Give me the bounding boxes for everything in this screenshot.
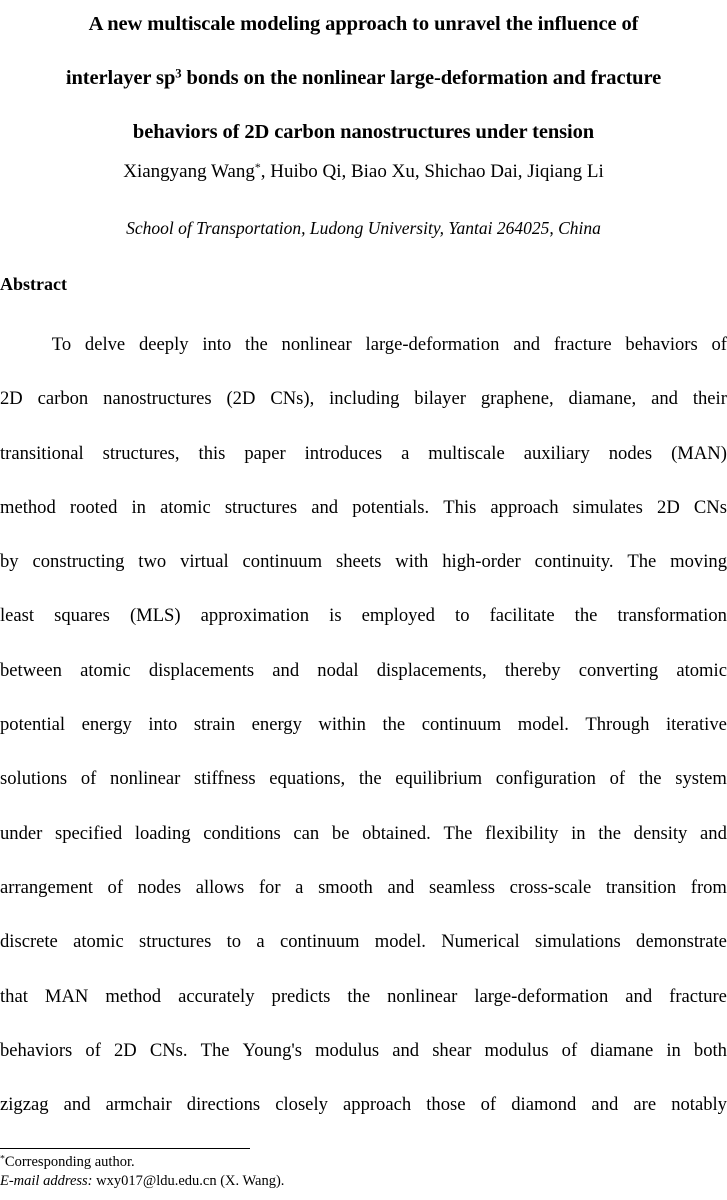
abstract-word: two <box>138 551 167 573</box>
abstract-word: transition <box>605 876 677 898</box>
abstract-word: the <box>574 605 598 627</box>
abstract-word: graphene, <box>480 388 554 410</box>
abstract-word: notably <box>671 1094 727 1116</box>
abstract-word: To <box>51 334 72 355</box>
abstract-word: The <box>200 1039 230 1061</box>
abstract-line <box>0 861 727 915</box>
abstract-word: with <box>395 551 429 573</box>
abstract-word: high-order <box>442 551 521 573</box>
abstract-word: nonlinear <box>110 768 181 790</box>
abstract-word: of <box>85 1039 101 1061</box>
abstract-word: a <box>256 931 265 953</box>
footnote-email <box>0 1172 430 1191</box>
abstract-line <box>0 970 727 1024</box>
abstract-word: continuity. <box>534 551 614 573</box>
abstract-word: atomic <box>676 659 727 681</box>
page-title <box>0 0 727 159</box>
paragraph-indent <box>0 318 38 372</box>
author-rest: , Huibo Qi, Biao Xu, Shichao Dai, Jiqiang Li <box>260 161 604 182</box>
abstract-word: within <box>318 714 366 736</box>
abstract-word: squares <box>54 605 110 627</box>
abstract-word: continuum <box>421 714 502 736</box>
abstract-word: closely <box>275 1094 328 1116</box>
abstract-word: discrete <box>0 931 58 953</box>
footnote-email-value: wxy017@ldu.edu.cn (X. Wang). <box>92 1173 285 1189</box>
abstract-word: CNs <box>693 496 727 518</box>
abstract-word: approximation <box>200 605 310 627</box>
abstract-word: and <box>387 876 415 898</box>
abstract-word: energy <box>81 714 132 736</box>
abstract-word: be <box>331 822 350 844</box>
abstract-line <box>0 481 727 535</box>
abstract-word: zigzag <box>0 1094 49 1116</box>
abstract-word: the <box>245 334 268 355</box>
abstract-word: cross-scale <box>509 876 592 898</box>
abstract-word: both <box>693 1039 727 1061</box>
abstract-word: method <box>105 985 162 1007</box>
abstract-word: equilibrium <box>395 768 483 790</box>
abstract-line <box>0 589 727 643</box>
abstract-word: displacements <box>148 659 255 681</box>
abstract-word: model. <box>374 931 426 953</box>
abstract-word: The <box>627 551 657 573</box>
abstract-word: virtual <box>180 551 229 573</box>
abstract-word: method <box>0 496 56 518</box>
abstract-word: 2D <box>0 388 23 410</box>
abstract-word: carbon <box>37 388 89 410</box>
abstract-word: the <box>347 985 371 1007</box>
abstract-word: facilitate <box>489 605 555 627</box>
abstract-word: (2D <box>226 388 256 410</box>
abstract-word: can <box>293 822 320 844</box>
abstract-word: Through <box>585 714 650 736</box>
abstract-word: potentials. <box>352 496 430 518</box>
abstract-word: large-deformation <box>365 334 500 355</box>
abstract-word: the <box>598 822 621 844</box>
abstract-word: Young's <box>242 1039 302 1061</box>
abstract-line <box>0 318 727 372</box>
abstract-word: and <box>311 496 339 518</box>
abstract-word: structures <box>224 496 298 518</box>
title-line-2-text-a: interlayer sp <box>65 67 176 89</box>
abstract-word: and <box>625 985 653 1007</box>
sp3-superscript: 3 <box>175 66 182 81</box>
abstract-word: large-deformation <box>474 985 609 1007</box>
abstract-word: structures <box>139 931 212 953</box>
abstract-line <box>0 535 727 589</box>
abstract-word: demonstrate <box>636 931 727 953</box>
abstract-word: auxiliary <box>523 442 590 464</box>
abstract-word: transitional <box>0 442 84 464</box>
abstract-word: behaviors <box>0 1039 73 1061</box>
abstract-word: transformation <box>617 605 727 627</box>
abstract-word: to <box>226 931 242 953</box>
abstract-word: continuum <box>279 931 360 953</box>
abstract-word: and <box>651 388 678 410</box>
title-line-2 <box>0 51 727 105</box>
abstract-word: allows <box>195 876 245 898</box>
abstract-word: nodal <box>317 659 359 681</box>
abstract-word: is <box>329 605 342 627</box>
abstract-word: loading <box>134 822 191 844</box>
abstract-word: solutions <box>0 768 68 790</box>
abstract-word: of <box>711 334 727 355</box>
abstract-word: This <box>443 496 477 518</box>
abstract-word: simulations <box>535 931 621 953</box>
abstract-word: predicts <box>271 985 331 1007</box>
abstract-word: under <box>0 822 43 844</box>
abstract-word: structures, <box>102 442 180 464</box>
abstract-word: diamane, <box>568 388 637 410</box>
abstract-word: multiscale <box>428 442 505 464</box>
abstract-word: potential <box>0 714 66 736</box>
abstract-word: a <box>295 876 304 898</box>
abstract-word: density <box>633 822 688 844</box>
abstract-word: CNs. <box>149 1039 188 1061</box>
author-first: Xiangyang Wang <box>123 161 255 182</box>
abstract-word: nanostructures <box>103 388 212 410</box>
abstract-word: their <box>692 388 727 410</box>
abstract-word: approach <box>490 496 559 518</box>
abstract-word: CNs), <box>270 388 315 410</box>
abstract-word: for <box>258 876 281 898</box>
abstract-word: a <box>401 442 410 464</box>
footnote-asterisk-marker: * <box>0 1153 5 1165</box>
abstract-word: sheets <box>335 551 382 573</box>
abstract-word: (MLS) <box>129 605 181 627</box>
abstract-word: the <box>382 714 406 736</box>
abstract-word: 2D <box>657 496 680 518</box>
abstract-word: nodes <box>137 876 182 898</box>
corresponding-author-marker: * <box>254 161 261 175</box>
abstract-word: stiffness <box>193 768 256 790</box>
abstract-line <box>0 427 727 481</box>
abstract-word: system <box>675 768 727 790</box>
abstract-word: fracture <box>669 985 727 1007</box>
abstract-word: introduces <box>304 442 383 464</box>
title-line-1: A new multiscale modeling approach to unravel the influence of <box>88 13 639 35</box>
abstract-word: shear <box>432 1039 472 1061</box>
abstract-line <box>0 644 727 698</box>
abstract-word: of <box>107 876 124 898</box>
footnote-separator-rule <box>0 1148 250 1149</box>
abstract-word: nonlinear <box>387 985 458 1007</box>
abstract-word: in <box>666 1039 681 1061</box>
abstract-word: of <box>480 1094 497 1116</box>
abstract-body <box>0 318 727 1132</box>
abstract-word: in <box>131 496 146 518</box>
abstract-word: seamless <box>428 876 496 898</box>
abstract-word: and <box>513 334 541 355</box>
abstract-word: directions <box>186 1094 261 1116</box>
abstract-line <box>0 1024 727 1078</box>
title-line-3: behaviors of 2D carbon nanostructures under tension <box>132 121 595 143</box>
abstract-word: atomic <box>160 496 211 518</box>
abstract-word: continuum <box>242 551 323 573</box>
abstract-word: diamane <box>590 1039 654 1061</box>
abstract-word: least <box>0 605 35 627</box>
abstract-word: delve <box>84 334 126 355</box>
abstract-word: atomic <box>80 659 131 681</box>
abstract-word: atomic <box>73 931 124 953</box>
abstract-word: smooth <box>318 876 373 898</box>
abstract-word: displacements, <box>376 659 487 681</box>
abstract-word: between <box>0 659 62 681</box>
abstract-line <box>0 752 727 806</box>
abstract-word: accurately <box>178 985 255 1007</box>
abstract-word: the <box>358 768 382 790</box>
abstract-word: 2D <box>113 1039 137 1061</box>
abstract-word: this <box>198 442 226 464</box>
abstract-word: moving <box>670 551 727 573</box>
abstract-line <box>0 1078 727 1132</box>
abstract-word: specified <box>55 822 123 844</box>
abstract-word: to <box>455 605 470 627</box>
abstract-word: of <box>609 768 626 790</box>
abstract-word: are <box>633 1094 657 1116</box>
abstract-word: nodes <box>608 442 653 464</box>
abstract-word: MAN <box>44 985 89 1007</box>
abstract-line <box>0 372 727 426</box>
abstract-word: deeply <box>138 334 189 355</box>
abstract-word: flexibility <box>485 822 559 844</box>
abstract-word: diamond <box>511 1094 577 1116</box>
abstract-word: and <box>700 822 727 844</box>
abstract-line <box>0 915 727 969</box>
abstract-heading: Abstract <box>0 274 67 294</box>
author-list <box>0 158 727 186</box>
abstract-word: Numerical <box>441 931 520 953</box>
abstract-word: in <box>571 822 586 844</box>
abstract-word: nonlinear <box>281 334 352 355</box>
abstract-word: iterative <box>665 714 727 736</box>
abstract-word: behaviors <box>625 334 698 355</box>
abstract-word: conditions <box>203 822 281 844</box>
affiliation: School of Transportation, Ludong University, Yantai 264025, China <box>126 218 601 238</box>
abstract-word: fracture <box>553 334 612 355</box>
abstract-word: and <box>272 659 300 681</box>
abstract-word: constructing <box>32 551 125 573</box>
abstract-word: configuration <box>495 768 596 790</box>
abstract-word: from <box>690 876 727 898</box>
abstract-word: The <box>443 822 473 844</box>
abstract-word: arrangement <box>0 876 93 898</box>
abstract-word: modulus <box>315 1039 380 1061</box>
abstract-word: approach <box>343 1094 412 1116</box>
title-line-2-text-b: bonds on the nonlinear large-deformation and fracture <box>181 67 662 89</box>
abstract-word: into <box>202 334 232 355</box>
abstract-word: modulus <box>484 1039 549 1061</box>
abstract-line <box>0 807 727 861</box>
footnote-corresponding-author <box>0 1153 430 1172</box>
footnote-corresponding-author-text: Corresponding author. <box>4 1154 135 1170</box>
footnote-email-label: E-mail address: <box>0 1173 93 1189</box>
abstract-word: model. <box>517 714 569 736</box>
abstract-word: obtained. <box>362 822 431 844</box>
abstract-word: (MAN) <box>671 442 727 464</box>
abstract-word: the <box>638 768 662 790</box>
abstract-word: equations, <box>269 768 346 790</box>
footnote <box>0 1148 430 1191</box>
abstract-word: bilayer <box>414 388 466 410</box>
abstract-word: employed <box>361 605 435 627</box>
abstract-word: energy <box>251 714 302 736</box>
abstract-word: by <box>0 551 19 573</box>
abstract-word: of <box>80 768 97 790</box>
abstract-word: those <box>426 1094 466 1116</box>
abstract-word: into <box>148 714 178 736</box>
abstract-line <box>0 698 727 752</box>
abstract-word: strain <box>193 714 236 736</box>
abstract-word: rooted <box>69 496 118 518</box>
abstract-word: and <box>392 1039 420 1061</box>
abstract-word: simulates <box>572 496 643 518</box>
abstract-word: and <box>63 1094 91 1116</box>
abstract-word: thereby <box>504 659 561 681</box>
abstract-word: that <box>0 985 28 1007</box>
abstract-word: paper <box>244 442 286 464</box>
abstract-word: of <box>561 1039 578 1061</box>
abstract-word: converting <box>578 659 659 681</box>
abstract-word: including <box>329 388 400 410</box>
abstract-word: and <box>591 1094 619 1116</box>
abstract-word: armchair <box>105 1094 172 1116</box>
